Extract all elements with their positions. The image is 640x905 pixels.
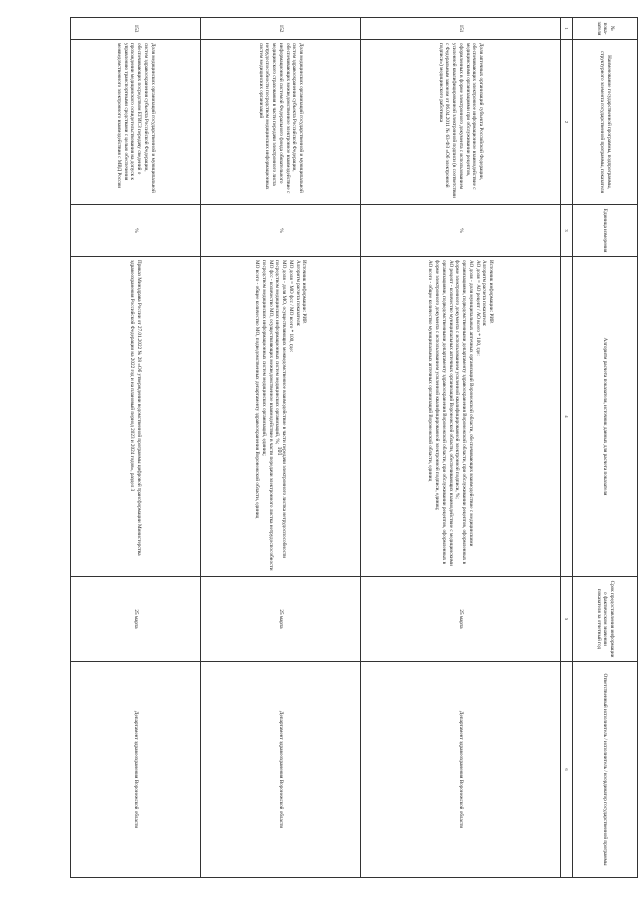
indicator-name: Доля аптечных организаций субъекта Российской Федерации, обеспечивающих электронное информационное взаимодействие с медицинскими организациями при обслуживании рецептов, оформленных в форме электронного документа с использованием усиленной квалифицированной электронной подписи (в соответствии с Федеральным законом от 06.04.2011 № 63-ФЗ «Об электронной подписи») медицинского работника xyxy=(361,40,561,205)
column-index: 5 xyxy=(561,577,573,662)
algorithm-line: Алгоритм расчета показателя: xyxy=(481,260,488,327)
indicator-name: Доля медицинских организаций государственной и муниципальной систем здравоохранения субъекта Российской Федерации, обеспечивающих посредством ЕГИСЗ передачу сведений о прохождении медицинского освидетельствования на допуск к управлению транспортными средствами с целью обеспечения межведомственного электронного взаимодействия с МВД России xyxy=(71,40,201,205)
deadline-value: 25 марта xyxy=(361,577,561,662)
algorithm-cell xyxy=(201,257,361,577)
algorithm-cell xyxy=(71,257,201,577)
algorithm-line: Источник информации: РИР. xyxy=(488,260,495,324)
algorithm-line: АО всего - общее количество муниципальных аптечных организаций Воронежской области, единиц xyxy=(427,260,434,482)
algorithm-line: АО рецепт - количество муниципальных аптечных организаций Воронежской области, обеспечивающих взаимодействие с медицинскими организациями, подведомственными департаменту здравоохранения Воронежской области, при обслуживании рецептов, оформленных в форме электронного документа с использованием усиленной квалифицированной электронной подписи, единиц; xyxy=(434,260,454,566)
algorithm-cell xyxy=(361,257,561,577)
algorithm-line: Алгоритм расчета показателя: xyxy=(294,260,301,327)
algorithm-line: АО доля = АО рецепт / АО всего * 100, где: xyxy=(474,260,481,356)
column-index: 2 xyxy=(561,40,573,205)
algorithm-line: МО всего - общее количество МО, подведомственных департаменту здравоохранения Воронежской области, единиц xyxy=(254,260,261,519)
column-index: 3 xyxy=(561,205,573,257)
unit-value: % xyxy=(71,205,201,257)
algorithm-line: Приказ Минздрава России от 27.01.2022 № 28 «Об утверждении ведомственной программы цифровой трансформации Министерства здравоохранения Российской Федерации на 2022 год и на плановый период 2023 и 2024 годов», раздел 3 xyxy=(129,260,143,556)
responsible-value: Департамент здравоохранения Воронежской области xyxy=(361,662,561,878)
indicators-table xyxy=(70,17,638,878)
unit-value: % xyxy=(201,205,361,257)
table-row xyxy=(71,18,201,878)
header-algorithm: Алгоритм расчета показателя, источник данных для расчета показателя xyxy=(573,257,638,577)
column-index: 6 xyxy=(561,662,573,878)
header-deadline: Срок предоставления информации о фактическом значении показателя за отчетный год xyxy=(573,577,638,662)
header-number: № пока-зателя xyxy=(573,18,638,40)
row-number: 153 xyxy=(71,18,201,40)
page-number: 101 xyxy=(276,446,282,456)
unit-value: % xyxy=(361,205,561,257)
header-unit: Единица измерения xyxy=(573,205,638,257)
row-number: 152 xyxy=(201,18,361,40)
header-name: Наименование государственной программы, подпрограммы, структурного элемента государственной программы, показателя xyxy=(573,40,638,205)
table-header-row xyxy=(573,18,638,878)
header-responsible: Ответственный исполнитель / исполнитель / координатор государственной программы xyxy=(573,662,638,878)
row-number: 151 xyxy=(361,18,561,40)
algorithm-line: МО фсс - количество МО, осуществляющих межведомственное взаимодействие в части передачи электронного листка нетрудоспособности посредством медицинских информационных систем медицинских организаций, единиц; xyxy=(261,260,274,571)
deadline-value: 25 марта xyxy=(201,577,361,662)
indicator-name: Доля медицинских организаций государственной и муниципальной систем здравоохранения субъекта Российской Федерации, обеспечивающих межведомственное электронное взаимодействие с информационной системой Федерального фонда обязательного медицинского страхования в части передачи электронного листа нетрудоспособности посредством медицинских информационных систем медицинских организаций xyxy=(201,40,361,205)
responsible-value: Департамент здравоохранения Воронежской области xyxy=(71,662,201,878)
table-row xyxy=(361,18,561,878)
rotated-page xyxy=(73,17,638,877)
algorithm-line: АО доля - доля муниципальных аптечных организаций Воронежской области, обеспечивающих взаимодействие с медицинскими организациями, подведомственными департаменту здравоохранения Воронежской области, при обслуживании рецептов, оформленных в форме электронного документа с использованием усиленной квалифицированной электронной подписи, %; xyxy=(454,260,474,565)
column-index-row xyxy=(561,18,573,878)
algorithm-line: МО доля = МО фсс / МО всего * 100, где: xyxy=(288,260,294,353)
column-index: 4 xyxy=(561,257,573,577)
responsible-value: Департамент здравоохранения Воронежской области xyxy=(201,662,361,878)
table-row xyxy=(201,18,361,878)
algorithm-line: Источник информации: РИР. xyxy=(301,260,308,324)
column-index: 1 xyxy=(561,18,573,40)
algorithm-line: МО доля - доля МО, осуществляющих межведомственное взаимодействие в части передачи электронного листка нетрудоспособности посредством медицинских информационных систем медицинских организаций, %; xyxy=(274,260,288,559)
deadline-value: 25 марта xyxy=(71,577,201,662)
